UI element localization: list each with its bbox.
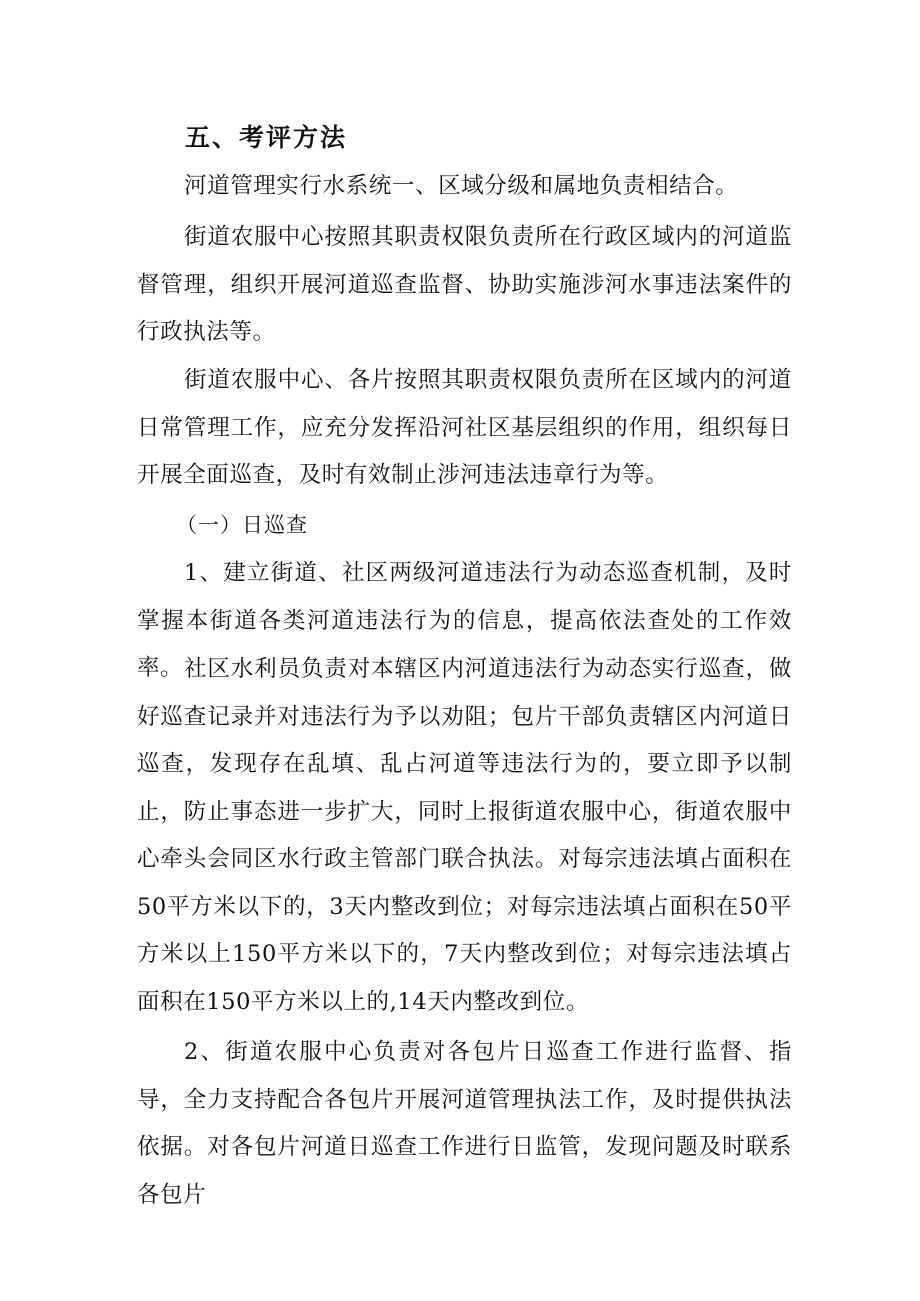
paragraph-community-responsibility: 社区水利员负责对本辖区内河道违法行为动态实行巡查，做好巡查记录并对违法行为予以劝阻；包片干部负责辖区内河道日巡查，发现存在乱填、乱占河道等违法行为的，要立即予以制止，防止事态进一步扩大，同时上报街道农服中心，街道农服中心牵头会同区水行政主管部门联合执法。对每宗违法填占面积在50平方米以下的，3天内整改到位；对每宗违法填占面积在50平方米以上150平方米以下的，7天内整改到位；对每宗违法填占面积在150平方米以上的,14天内整改到位。 xyxy=(137,656,792,1015)
paragraph-center-oversight: 2、街道农服中心负责对各包片日巡查工作进行监督、指导，全力支持配合各包片开展河道管理执法工作，及时提供执法依据。对各包片河道日巡查工作进行日监管，发现问题及时联系各包片 xyxy=(137,1039,792,1208)
paragraph-agri-center-supervision: 街道农服中心按照其职责权限负责所在行政区域内的河道监督管理，组织开展河道巡查监督、协助实施涉河水事违法案件的行政执法等。 xyxy=(137,224,792,345)
section-heading: 五、考评方法 xyxy=(185,123,348,152)
paragraph-daily-management: 街道农服中心、各片按照其职责权限负责所在区域内的河道日常管理工作，应充分发挥沿河社区基层组织的作用，组织每日开展全面巡查，及时有效制止涉河违法违章行为等。 xyxy=(137,367,792,488)
paragraph-patrol-mechanism: 1、建立街道、社区两级河道违法行为动态巡查机制，及时掌握本街道各类河道违法行为的信息，提高依法查处的工作效率。 xyxy=(137,560,792,681)
paragraph-management-principle: 河道管理实行水系统一、区域分级和属地负责相结合。 xyxy=(184,173,739,199)
subsection-heading-daily-patrol: （一）日巡查 xyxy=(176,513,308,537)
